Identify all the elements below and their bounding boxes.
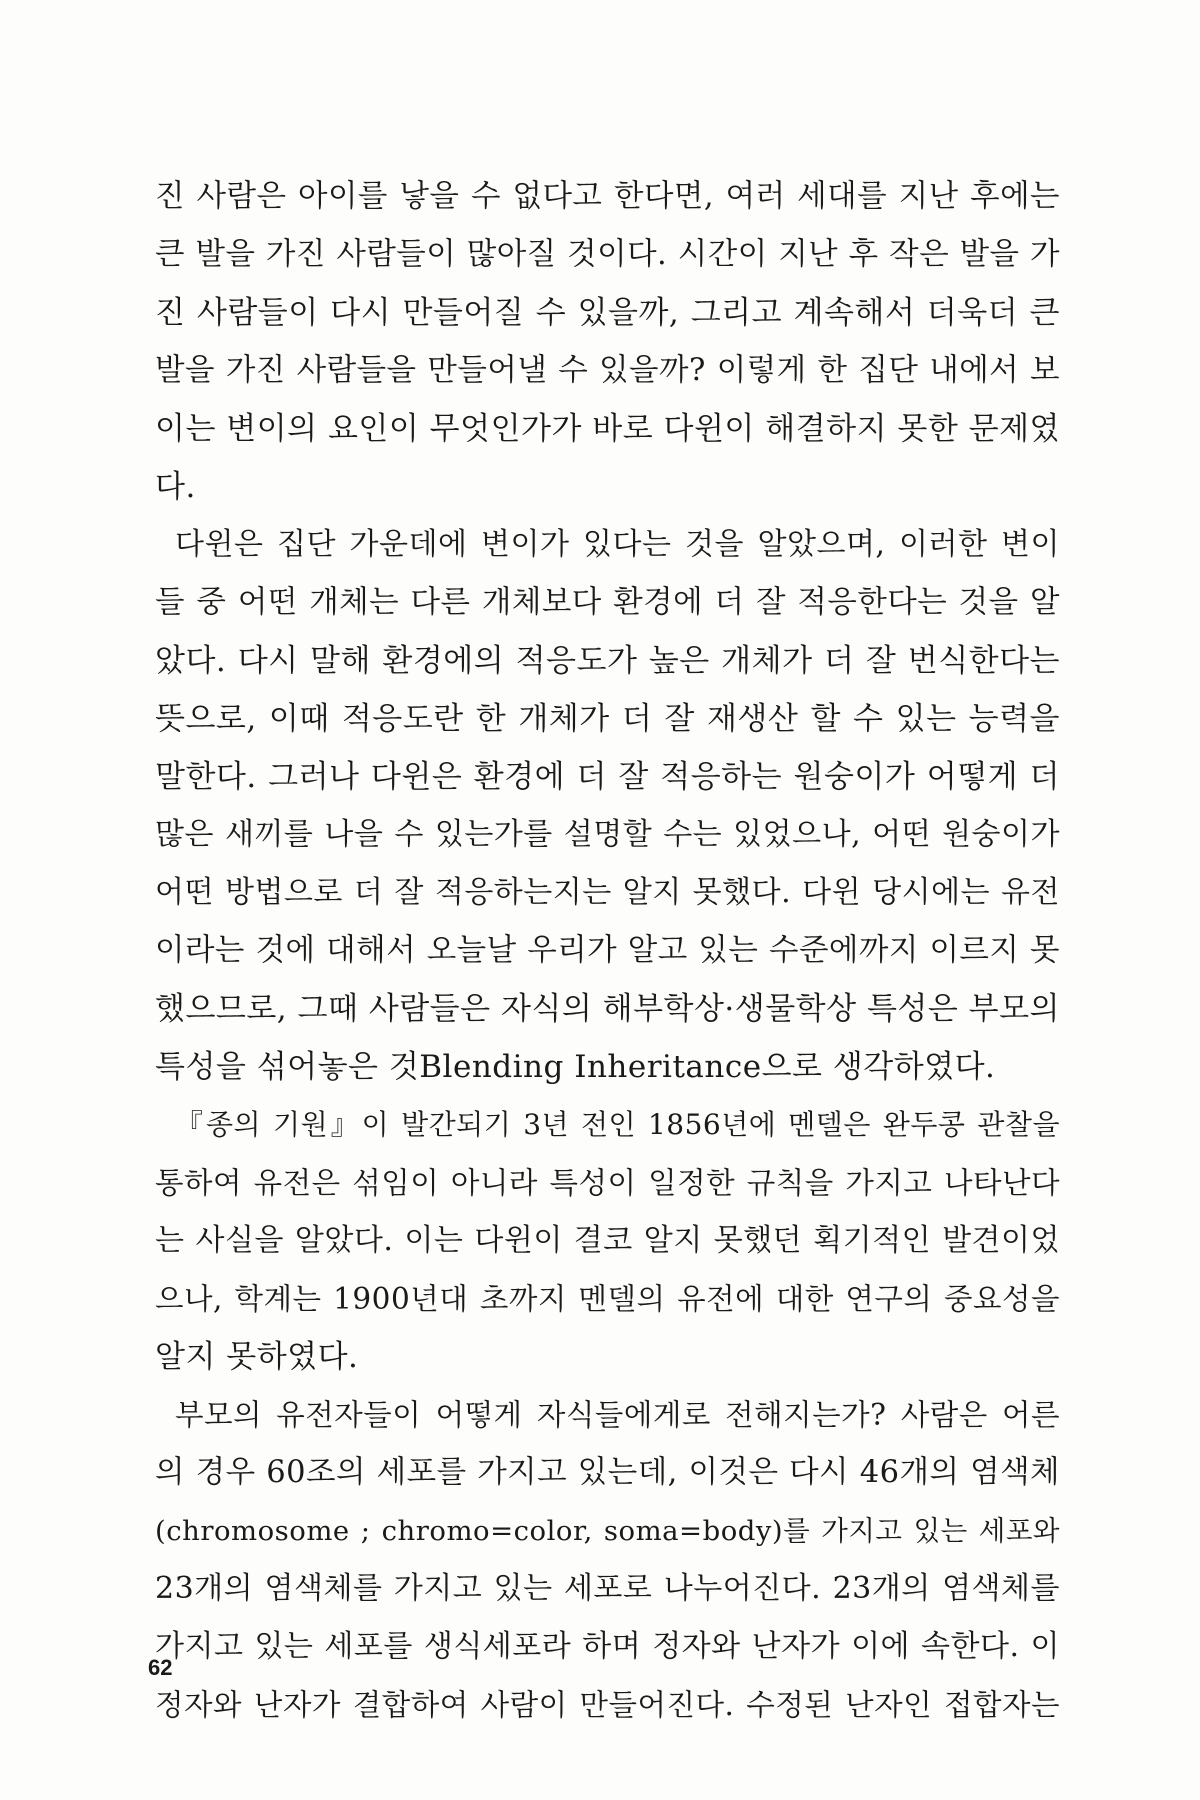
body-text xyxy=(155,168,1060,1734)
text-line: 발을 가진 사람들을 만들어낼 수 있을까? 이렇게 한 집단 내에서 보 xyxy=(155,353,1060,388)
text-line: 다. xyxy=(155,469,196,505)
page-number: 62 xyxy=(148,1655,173,1680)
text-line: 았다. 다시 말해 환경에의 적응도가 높은 개체가 더 잘 번식한다는 xyxy=(155,643,1060,679)
text-line: 23개의 염색체를 가지고 있는 세포로 나누어진다. 23개의 염색체를 xyxy=(155,1571,1060,1606)
text-line: 통하여 유전은 섞임이 아니라 특성이 일정한 규칙을 가지고 나타난다 xyxy=(155,1166,1060,1200)
text-line: 가지고 있는 세포를 생식세포라 하며 정자와 난자가 이에 속한다. 이 xyxy=(155,1629,1060,1664)
text-line: 어떤 방법으로 더 잘 적응하는지는 알지 못했다. 다윈 당시에는 유전 xyxy=(155,875,1060,910)
text-line: 정자와 난자가 결합하여 사람이 만들어진다. 수정된 난자인 접합자는 xyxy=(155,1688,1060,1722)
text-line: 했으므로, 그때 사람들은 자식의 해부학상·생물학상 특성은 부모의 xyxy=(155,991,1060,1027)
text-line: 큰 발을 가진 사람들이 많아질 것이다. 시간이 지난 후 작은 발을 가 xyxy=(155,237,1060,272)
text-line: 이는 변이의 요인이 무엇인가가 바로 다윈이 해결하지 못한 문제였 xyxy=(155,411,1060,447)
text-line: 이라는 것에 대해서 오늘날 우리가 알고 있는 수준에까지 이르지 못 xyxy=(155,933,1060,968)
text-line: 뜻으로, 이때 적응도란 한 개체가 더 잘 재생산 할 수 있는 능력을 xyxy=(155,701,1060,737)
text-line: 들 중 어떤 개체는 다른 개체보다 환경에 더 잘 적응한다는 것을 알 xyxy=(155,585,1060,620)
text-line: 알지 못하였다. xyxy=(155,1339,359,1375)
text-line: 진 사람은 아이를 낳을 수 없다고 한다면, 여러 세대를 지난 후에는 xyxy=(155,179,1060,214)
text-line: 다윈은 집단 가운데에 변이가 있다는 것을 알았으며, 이러한 변이 xyxy=(175,527,1060,562)
text-line: 『종의 기원』이 발간되기 3년 전인 1856년에 멘델은 완두콩 관찰을 xyxy=(175,1108,1060,1141)
text-line: 말한다. 그러나 다윈은 환경에 더 잘 적응하는 원숭이가 어떻게 더 xyxy=(155,759,1060,795)
text-line: 부모의 유전자들이 어떻게 자식들에게로 전해지는가? 사람은 어른 xyxy=(175,1398,1060,1432)
text-line: 진 사람들이 다시 만들어질 수 있을까, 그리고 계속해서 더욱더 큰 xyxy=(155,295,1060,331)
text-line: 는 사실을 알았다. 이는 다윈이 결코 알지 못했던 획기적인 발견이었 xyxy=(155,1223,1060,1258)
text-line: (chromosome ; chromo=color, soma=body)를 가지고 있는 세포와 xyxy=(155,1515,1060,1547)
text-line: 으나, 학계는 1900년대 초까지 멘델의 유전에 대한 연구의 중요성을 xyxy=(155,1282,1060,1316)
text-line: 많은 새끼를 나을 수 있는가를 설명할 수는 있었으나, 어떤 원숭이가 xyxy=(155,817,1060,852)
text-line: 의 경우 60조의 세포를 가지고 있는데, 이것은 다시 46개의 염색체 xyxy=(155,1455,1060,1490)
text-line: 특성을 섞어놓은 것Blending Inheritance으로 생각하였다. xyxy=(155,1049,996,1085)
